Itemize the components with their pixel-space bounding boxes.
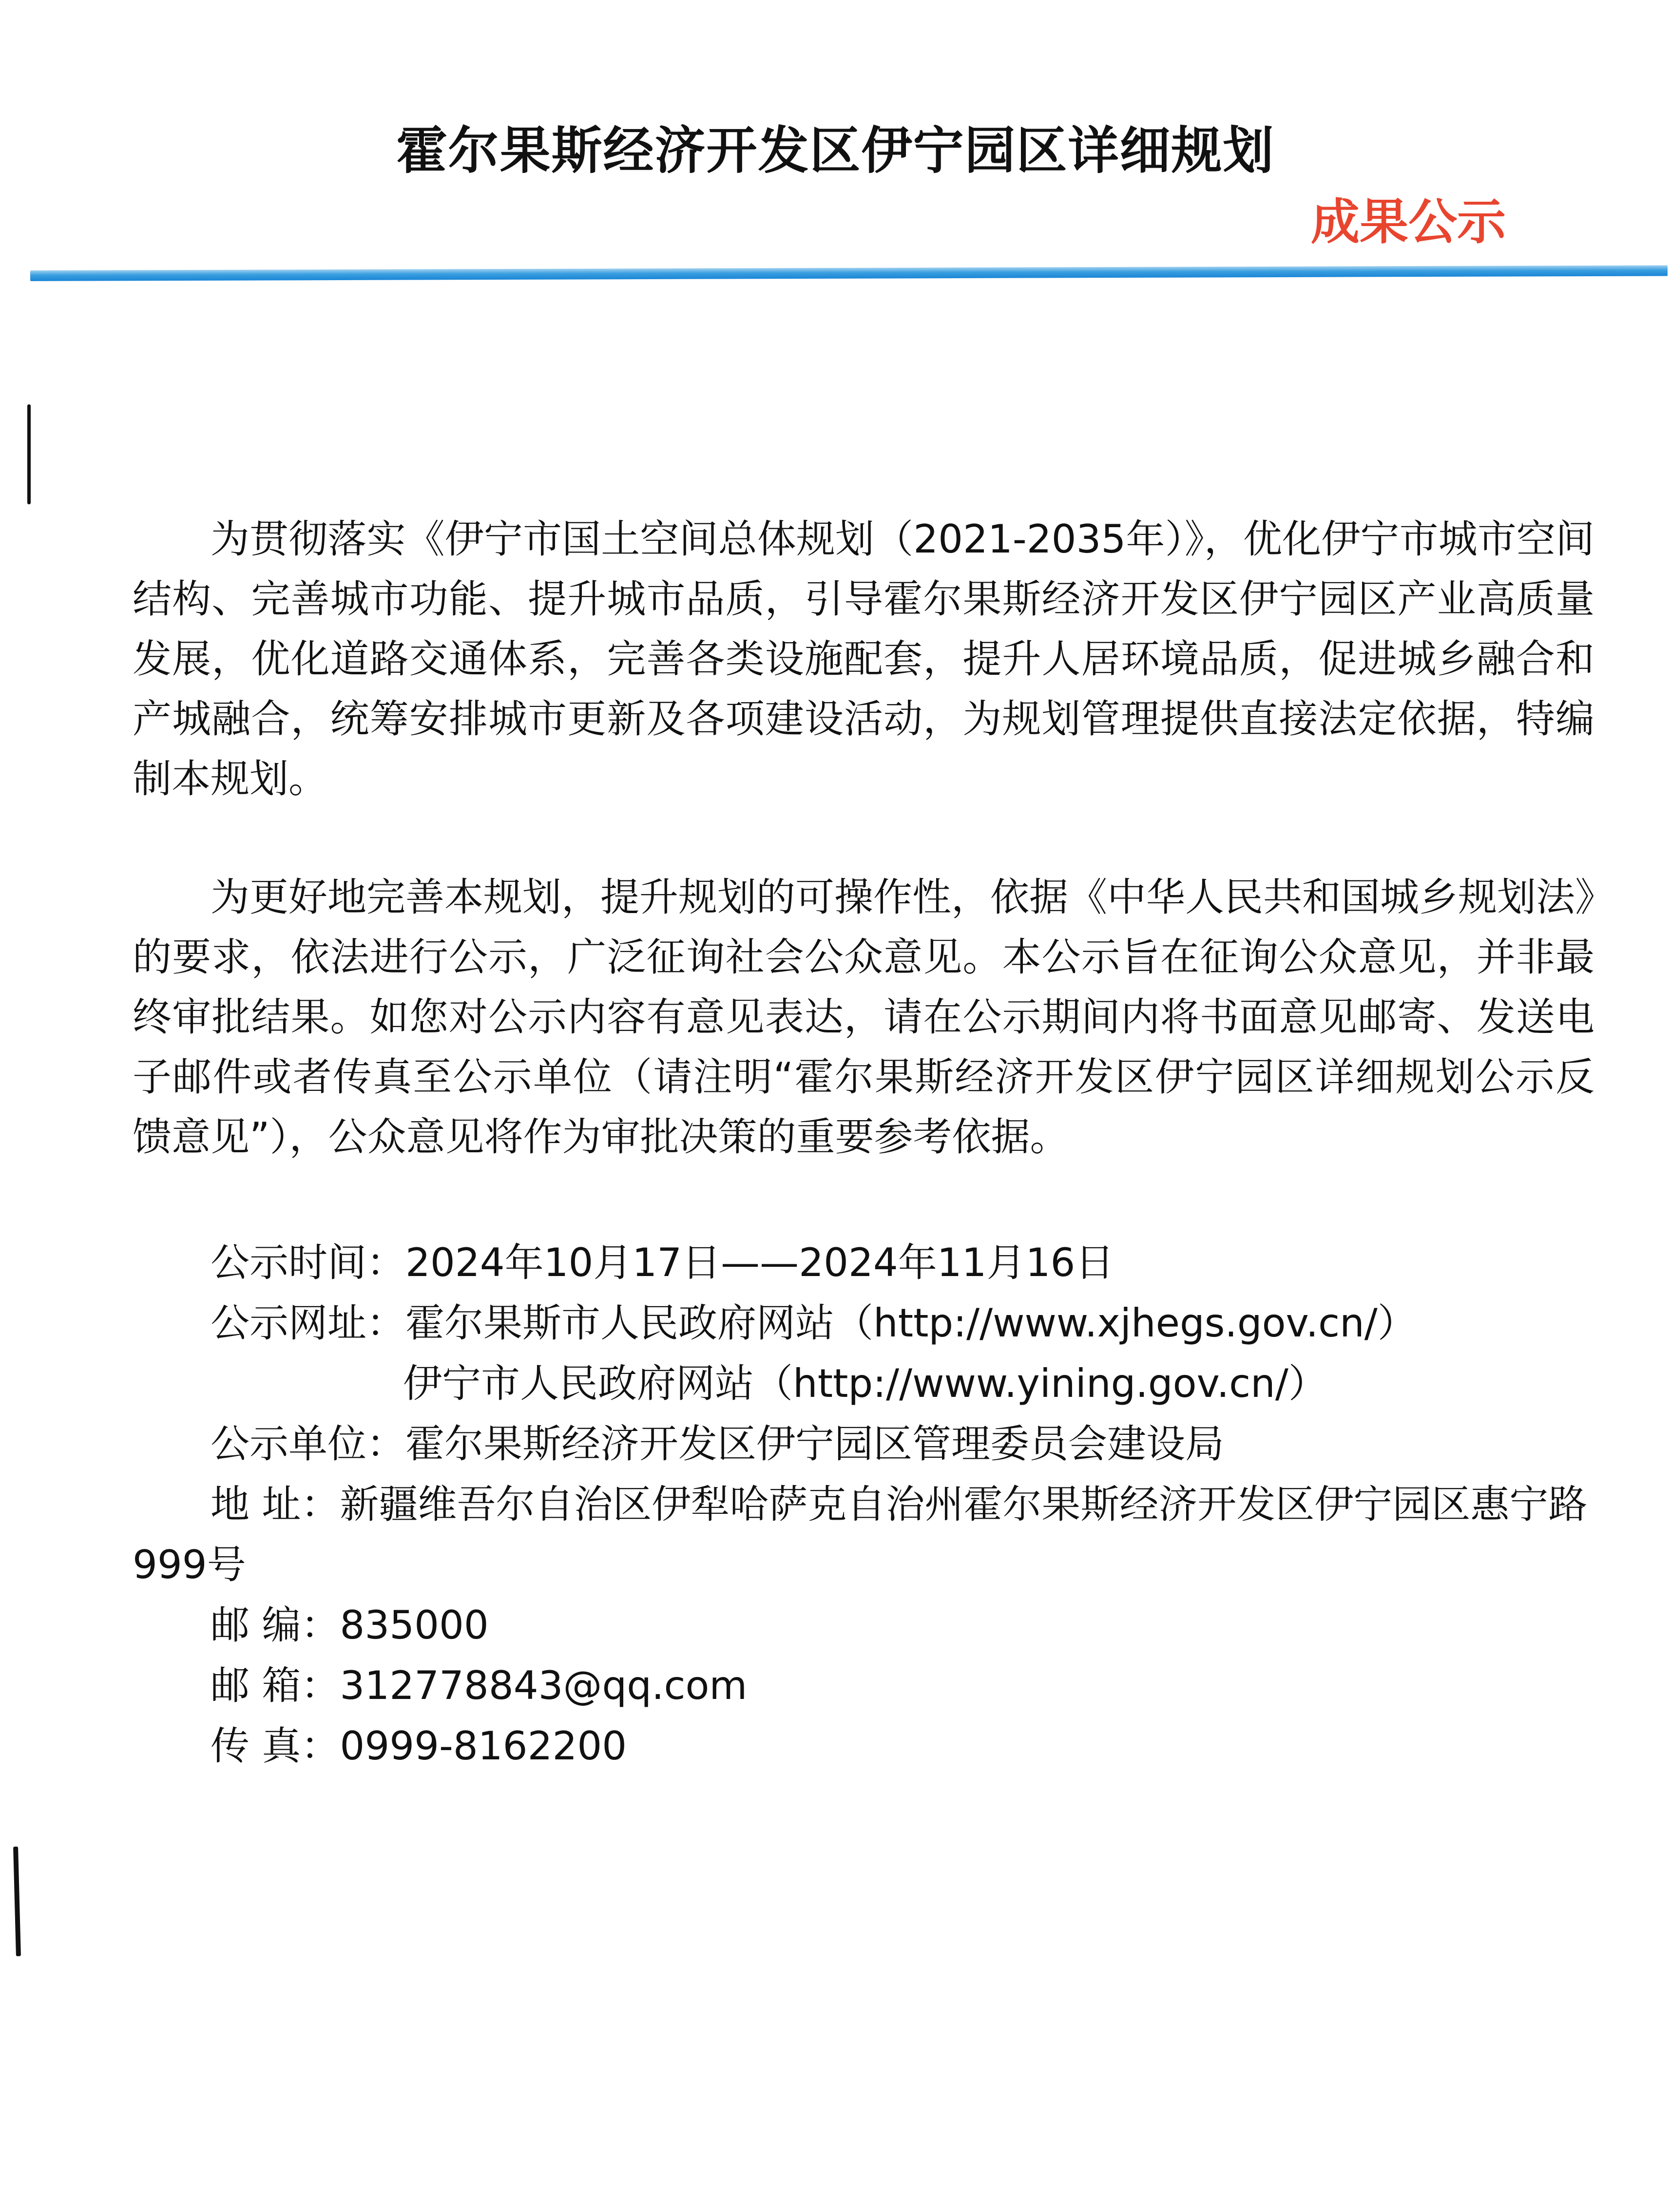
paragraph-consultation: 为更好地完善本规划，提升规划的可操作性，依据《中华人民共和国城乡规划法》的要求，依法进行公示，广泛征询社会公众意见。本公示旨在征询公众意见，并非最终审批结果。如您对公示内容有意见表达，请在公示期间内将书面意见邮寄、发送电子邮件或者传真至公示单位（请注明“霍尔果斯经济开发区伊宁园区详细规划公示反馈意见”），公众意见将作为审批决策的重要参考依据。 [133, 875, 1594, 1160]
info-postcode: 邮 编：835000 [211, 1602, 489, 1648]
info-unit: 公示单位：霍尔果斯经济开发区伊宁园区管理委员会建设局 [211, 1421, 1224, 1467]
scan-mark-bottom [13, 1847, 21, 1956]
header-divider [30, 265, 1668, 281]
announcement-body [133, 509, 1594, 1167]
page-title: 霍尔果斯经济开发区伊宁园区详细规划 [396, 121, 1275, 180]
info-time: 公示时间：2024年10月17日——2024年11月16日 [211, 1240, 1114, 1285]
info-address: 地 址：新疆维吾尔自治区伊犁哈萨克自治州霍尔果斯经济开发区伊宁园区惠宁路999号 [133, 1482, 1588, 1587]
info-website-1: 公示网址：霍尔果斯市人民政府网站（http://www.xjhegs.gov.cn/） [211, 1300, 1417, 1346]
info-fax: 传 真：0999-8162200 [211, 1723, 627, 1769]
page-subtitle: 成果公示 [1311, 193, 1506, 250]
info-email: 邮 箱：312778843@qq.com [211, 1663, 748, 1708]
scan-mark-top [27, 404, 31, 504]
info-website-2: 伊宁市人民政府网站（http://www.yining.gov.cn/） [403, 1361, 1327, 1406]
paragraph-purpose: 为贯彻落实《伊宁市国土空间总体规划（2021-2035年）》，优化伊宁市城市空间结构、完善城市功能、提升城市品质，引导霍尔果斯经济开发区伊宁园区产业高质量发展，优化道路交通体系，完善各类设施配套，提升人居环境品质，促进城乡融合和产城融合，统筹安排城市更新及各项建设活动，为规划管理提供直接法定依据，特编制本规划。 [133, 516, 1594, 801]
announcement-info [133, 1233, 1594, 1776]
